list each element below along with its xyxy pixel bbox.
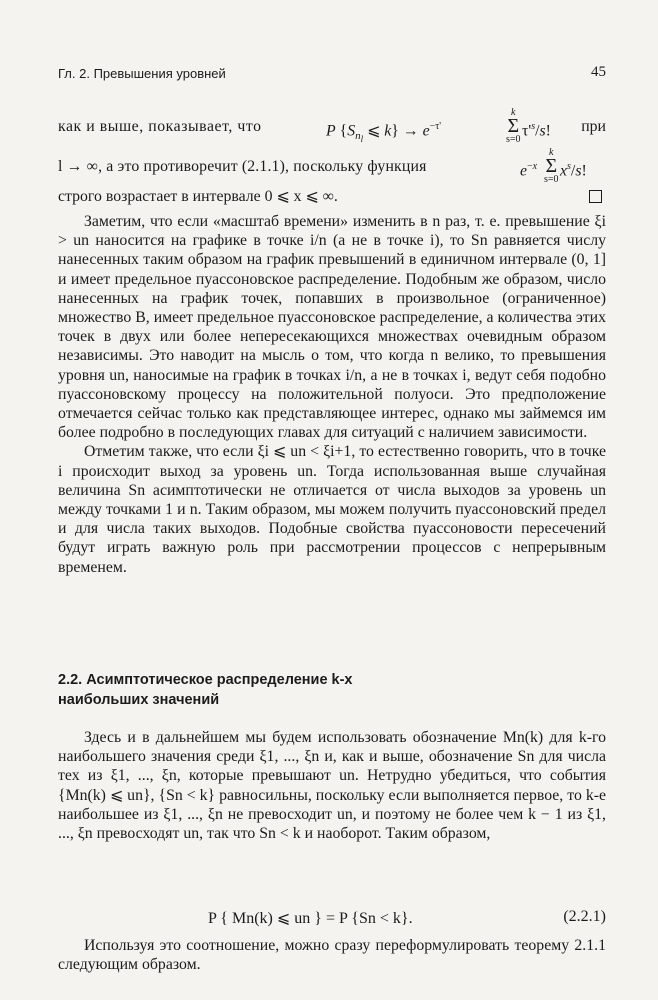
proof-line-1-tail: при bbox=[581, 118, 606, 135]
chapter-title: Гл. 2. Превышения уровней bbox=[58, 66, 226, 81]
running-head bbox=[58, 64, 606, 86]
paragraph-upcrossings: Отметим также, что если ξi ⩽ un < ξi+1, то естественно говорить, что в точке i происходит выход за уровень un. Тогда использованная выше случайная величина Sn асимптотически не отличается от числа выходов за уровень un между точками 1 и n. Таким образом, мы можем получить пуассоновский предел и для числа таких выходов. Подобные свойства пуассоновости пересечений будут играть важную роль при рассмотрении процессов с непрерывным временем. bbox=[58, 443, 606, 576]
section-title-line-2: наибольших значений bbox=[58, 692, 220, 708]
paragraph-time-scale: Заметим, что если «масштаб времени» изменить в n раз, т. е. превышение ξi > un наносится на графике в точке i/n (а не в точке i), то Sn равняется числу нанесенных таким образом на график превышений в единичном интервале (0, 1] и имеет предельное пуассоновское распределение. Подобным же образом, число нанесенных на график точек, попавших в произвольное (ограниченное) множество B, имеет предельное пуассоновское распределение, а количества этих точек в двух или более непересекающихся множествах очевидным образом независимы. Это наводит на мысль о том, что когда n велико, то превышения уровня un, наносимые на график в точках i/n, а не в точках i, ведут себя подобно пуассоновскому процессу на положительной полуоси. Это предположение отмечается сейчас только как представляющее интерес, однако мы займемся им более подробно в последующих главах для ситуаций с наличием зависимости. bbox=[58, 213, 606, 442]
proof-line-1-text: как и выше, показывает, что bbox=[58, 118, 262, 135]
equation-number: (2.2.1) bbox=[563, 908, 606, 925]
equation-2-2-1 bbox=[58, 908, 606, 930]
equation-body: P { Mn(k) ⩽ un } = P {Sn < k}. bbox=[208, 910, 413, 927]
proof-line-2-text: l → ∞, а это противоречит (2.1.1), поскольку функция bbox=[58, 158, 427, 175]
section-number: 2.2. bbox=[58, 672, 83, 688]
closing-body bbox=[58, 936, 606, 974]
qed-box-icon bbox=[589, 190, 602, 203]
section-heading bbox=[58, 670, 606, 710]
proof-line-3-text: строго возрастает в интервале 0 ⩽ x ⩽ ∞. bbox=[58, 188, 338, 205]
page-number: 45 bbox=[591, 64, 606, 80]
book-page: Гл. 2. Превышения уровней 45 как и выше, показывает, что P {$S_{n_l}$ ⩽ $k\} \to e^{-\tau'}$ k Σ s=0 $\tau'^s/s$! при l → ∞, а это противоречит (2.1.1), поскольку функция $e^{-x}$ k Σ s=0 $x^s/s$! строго возрастает в интервале 0 ⩽ x ⩽ ∞. Заметим, что если «масштаб времени» изменить в n раз, т. е. превышение ξi > un наносится на графике в точке i/n (а не в точке i), то Sn равняется числу нанесенных таким образом на график превышений в единичном интервале (0, 1] и имеет предельное пуассоновское распределение. Подобным же образом, число нанесенных на график точек, попавших в произвольное (ограниченное) множество B, имеет предельное пуассоновское распределение, а количества этих точек в двух или более непересекающихся множествах очевидным образом независимы. Это наводит на мысль о том, что когда n велико, то превышения уровня un, наносимые на график в точках i/n, а не в точках i, ведут себя подобно пуассоновскому процессу на положительной полуоси. Это предположение отмечается сейчас только как представляющее интерес, однако мы займемся им более подробно в последующих главах для ситуаций с наличием зависимости. Отметим также, что если ξi ⩽ un < ξi+1, то естественно говорить, что в точке i происходит выход за уровень un. Тогда использованная выше случайная величина Sn асимптотически не отличается от числа выходов за уровень un между точками 1 и n. Таким образом, мы можем получить пуассоновский предел и для числа таких выходов. Подобные свойства пуассоновости пересечений будут играть важную роль при рассмотрении процессов с непрерывным временем. 2.2. Асимптотическое распределение k-х наибольших значений Здесь и в дальнейшем мы будем использовать обозначение Mn(k) для k-го наибольшего значения среди ξ1, ..., ξn и, как и выше, обозначение Sn для числа тех из ξ1, ..., ξn, которые превышают un. Нетрудно убедиться, что события {Mn(k) ⩽ un}, {Sn < k} равносильны, поскольку если выполняется первое, то k-е наибольшее из ξ1, ..., ξn не превосходит un, и поэтому не более чем k − 1 из ξ1, ..., ξn превосходят un, так что Sn < k и наоборот. Таким образом, P { Mn(k) ⩽ un } = P {Sn < k}. (2.2.1) Используя это соотношение, можно сразу переформулировать теорему 2.1.1 следующим образом. bbox=[58, 64, 606, 974]
section-body bbox=[58, 728, 606, 843]
proof-line-3 bbox=[58, 188, 578, 206]
section-title-line-1: Асимптотическое распределение k-х bbox=[86, 672, 353, 688]
paragraph-kth-largest: Здесь и в дальнейшем мы будем использовать обозначение Mn(k) для k-го наибольшего значения среди ξ1, ..., ξn и, как и выше, обозначение Sn для числа тех из ξ1, ..., ξn, которые превышают un. Нетрудно убедиться, что события {Mn(k) ⩽ un}, {Sn < k} равносильны, поскольку если выполняется первое, то k-е наибольшее из ξ1, ..., ξn не превосходит un, и поэтому не более чем k − 1 из ξ1, ..., ξn превосходят un, так что Sn < k и наоборот. Таким образом, bbox=[58, 729, 606, 843]
body-text bbox=[58, 212, 606, 577]
paragraph-reformulate: Используя это соотношение, можно сразу переформулировать теорему 2.1.1 следующим образом. bbox=[58, 937, 606, 974]
